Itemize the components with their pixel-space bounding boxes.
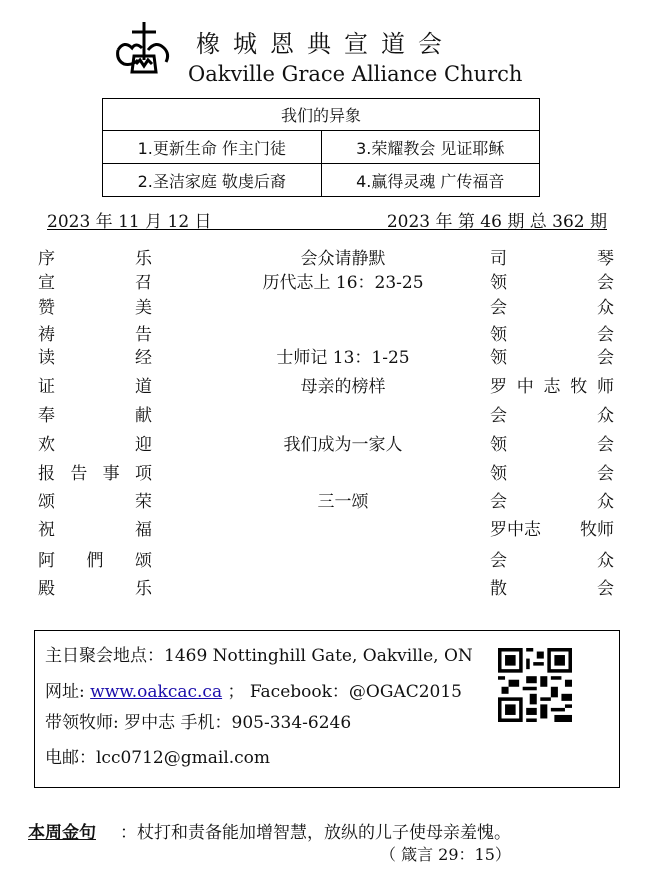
program-item-char: 报 [38,464,55,484]
program-content: 三一颂 [317,492,369,512]
program-leader [490,487,614,512]
verse-reference: （ 箴言 29：15） [380,845,511,864]
program-item-char: 颂 [38,492,55,512]
program-content: 母亲的榜样 [300,377,386,397]
pastor-phone: 带领牧师: 罗中志 手机：905-334-6246 [45,713,352,733]
program-leader-char: 牧 [570,377,588,397]
program-row [38,372,614,396]
program-content: 我们成为一家人 [283,435,403,455]
program-leader [490,293,614,318]
program-item-char: 們 [86,551,104,571]
vision-item: 4.赢得灵魂 广传福音 [321,164,540,197]
website-label: 网址: [45,682,91,702]
church-logo-icon [112,20,174,80]
program-leader-char: 志 [543,377,561,397]
program-leader-char: 众 [597,406,614,426]
program-row [38,546,614,570]
program-item-char: 美 [135,298,152,318]
program-content: 士师记 13：1-25 [276,348,410,368]
program-item-char: 阿 [38,551,55,571]
program-leader-char: 琴 [597,249,614,269]
program-leader-char: 领 [490,464,507,484]
facebook-handle: ； Facebook：@OGAC2015 [222,682,462,702]
program-item [38,293,152,318]
program-item [38,430,152,455]
program-item-char: 乐 [135,249,152,269]
program-item-char: 赞 [38,298,55,318]
program-item [38,372,152,397]
program-leader-char: 会 [597,579,614,599]
program-leader [490,574,614,599]
program-leader-char: 会 [597,435,614,455]
website-link[interactable]: www.oakcac.ca [90,682,223,702]
program-leader [490,244,614,269]
program-leader-char: 会 [597,464,614,484]
program-item [38,401,152,426]
program-leader-char: 会 [597,273,614,293]
program-leader [490,459,614,484]
program-item-char: 颂 [135,551,152,571]
program-item [38,487,152,512]
program-item-char: 宣 [38,273,55,293]
program-leader-char: 会 [490,406,507,426]
program-leader-char: 会 [597,325,614,345]
program-row [38,515,614,539]
vision-item: 2.圣洁家庭 敬虔后裔 [103,164,322,197]
program-leader-char: 领 [490,325,507,345]
program-item-char: 献 [135,406,152,426]
vision-table [102,98,540,197]
verse-label: 本周金句 [28,823,96,843]
program-item-char: 证 [38,377,55,397]
program-content: 会众请静默 [300,249,386,269]
program-leader [490,515,614,540]
program-leader-char: 众 [597,551,614,571]
program-row [38,430,614,454]
verse-text: ：杖打和责备能加增智慧，放纵的儿子使母亲羞愧。 [120,823,511,843]
program-leader-char: 众 [597,298,614,318]
program-leader [490,268,614,293]
program-row [38,459,614,483]
program-leader-char: 罗 [490,377,507,397]
program-row [38,244,614,268]
program-leader [490,430,614,455]
program-leader-char: 会 [490,492,507,512]
program-leader [490,320,614,345]
program-leader-char: 众 [597,492,614,512]
program-item-char: 项 [134,464,152,484]
program-leader [490,343,614,368]
program-row [38,574,614,598]
program-item-char: 荣 [135,492,152,512]
vision-item: 3.荣耀教会 见证耶稣 [321,131,540,164]
program-leader-char: 中 [516,377,534,397]
program-leader [490,372,614,397]
program-item-char: 告 [70,464,88,484]
program-item-char: 乐 [135,579,152,599]
meeting-location: 主日聚会地点：1469 Nottinghill Gate, Oakville, ON [45,646,473,666]
program-leader-char: 会 [490,298,507,318]
church-name-chinese: 橡城恩典宣道会 [196,30,455,58]
qr-code-icon [498,648,572,722]
program-item [38,343,152,368]
program-item-char: 经 [135,348,152,368]
church-name-english: Oakville Grace Alliance Church [188,62,523,86]
program-item-char: 事 [102,464,120,484]
program-item-char: 迎 [135,435,152,455]
program-row [38,401,614,425]
program-row [38,487,614,511]
program-item [38,515,152,540]
program-item-char: 告 [135,325,152,345]
program-item-char: 召 [135,273,152,293]
program-item [38,268,152,293]
program-leader-char: 师 [597,377,614,397]
date-issue-row [47,205,607,230]
program-leader [490,546,614,571]
program-item [38,546,152,571]
program-leader-char: 司 [490,249,507,269]
program-item-char: 序 [38,249,55,269]
program-item [38,574,152,599]
program-row [38,293,614,317]
program-item-char: 奉 [38,406,55,426]
program-leader-char: 罗中志 [490,520,541,540]
program-item-char: 读 [38,348,55,368]
program-leader-char: 散 [490,579,507,599]
program-leader-char: 会 [597,348,614,368]
program-item-char: 祷 [38,325,55,345]
program-item [38,320,152,345]
program-item [38,244,152,269]
program-row [38,320,614,344]
program-item-char: 欢 [38,435,55,455]
program-item-char: 福 [135,520,152,540]
email-address: 电邮：lcc0712@gmail.com [45,748,271,768]
program-leader [490,401,614,426]
program-row [38,268,614,292]
issue-number: 2023 年 第 46 期 总 362 期 [386,212,607,232]
vision-item: 1.更新生命 作主门徒 [103,131,322,164]
program-item-char: 殿 [38,579,55,599]
web-line [45,677,462,702]
program-item-char: 道 [135,377,152,397]
program-leader-char: 牧师 [580,520,614,540]
program-leader-char: 领 [490,435,507,455]
program-item [38,459,152,484]
program-leader-char: 领 [490,348,507,368]
vision-heading: 我们的异象 [103,99,540,131]
program-leader-char: 领 [490,273,507,293]
service-date: 2023 年 11 月 12 日 [47,212,212,232]
program-content: 历代志上 16：23-25 [262,273,424,293]
program-item-char: 祝 [38,520,55,540]
program-leader-char: 会 [490,551,507,571]
program-row [38,343,614,367]
